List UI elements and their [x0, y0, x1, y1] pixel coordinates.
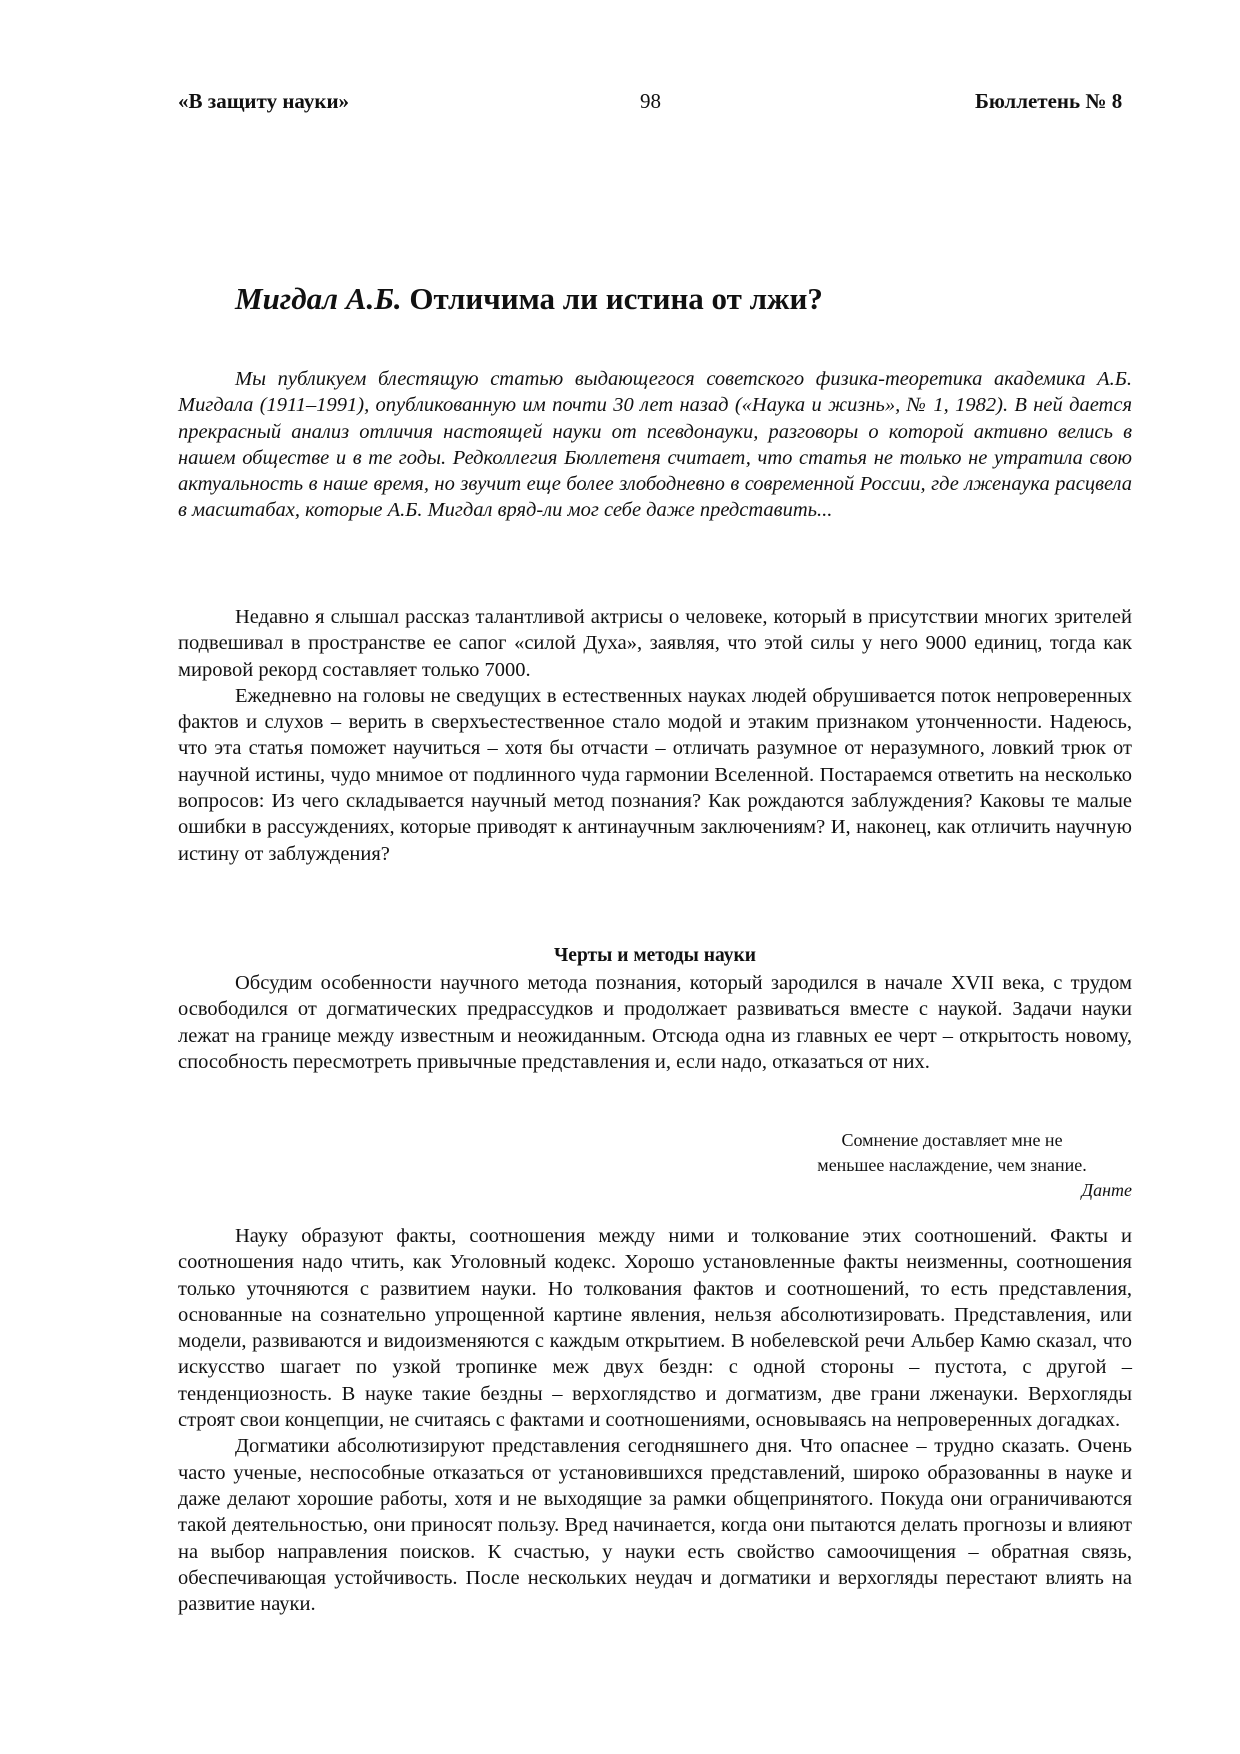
intro-paragraph: Мы публикуем блестящую статью выдающегося советского физика-теоретика академика А.Б. Мигдала (1911–1991), опубликованную им почти 30 лет назад («Наука и жизнь», № 1, 1982). В ней дается прекрасный анализ отличия настоящей науки от псевдонауки, разговоры о которой активно велись в нашем обществе и в те годы. Редколлегия Бюллетеня считает, что статья не только не утратила свою актуальность в наше время, но звучит еще более злободневно в современной России, где лженаука расцвела в масштабах, которые А.Б. Мигдал вряд-ли мог себе даже представить...	[178, 368, 1132, 522]
paragraph: Недавно я слышал рассказ талантливой актрисы о человеке, который в присутствии многих зрителей подвешивал в пространстве ее сапог «силой Духа», заявляя, что этой силы у него 9000 единиц, тогда как мировой рекорд составляет только 7000.	[178, 606, 1132, 681]
epigraph-attribution: Данте	[1081, 1180, 1132, 1200]
epigraph-line: Сомнение доставляет мне не	[841, 1130, 1063, 1150]
paragraph: Обсудим особенности научного метода познания, который зародился в начале XVII века, с трудом освободился от догматических предрассудков и продолжает развиваться вместе с наукой. Задачи науки лежат на границе между известным и неожиданным. Отсюда одна из главных ее черт – открытость новому, способность пересмотреть привычные представления и, если надо, отказаться от них.	[178, 972, 1132, 1073]
running-header-left: «В защиту науки»	[178, 89, 350, 113]
epigraph	[772, 1128, 1132, 1203]
section-heading: Черты и методы науки	[554, 945, 756, 966]
section-features	[178, 970, 1132, 1075]
section-body	[178, 1223, 1132, 1617]
paragraph: Догматики абсолютизируют представления сегодняшнего дня. Что опаснее – трудно сказать. Очень часто ученые, неспособные отказаться от установившихся представлений, широко образованны в науке и даже делают хорошие работы, хотя и не выходящие за рамки общепринятого. Покуда они ограничиваются такой деятельностью, они приносят пользу. Вред начинается, когда они пытаются делать прогнозы и влияют на выбор направления поисков. К счастью, у науки есть свойство самоочищения – обратная связь, обеспечивающая устойчивость. После нескольких неудач и догматики и верхогляды перестают влиять на развитие науки.	[178, 1435, 1132, 1616]
epigraph-line: меньшее наслаждение, чем знание.	[817, 1155, 1087, 1175]
article-name: Отличима ли истина от лжи?	[409, 281, 823, 316]
paragraph: Науку образуют факты, соотношения между ними и толкование этих соотношений. Факты и соотношения надо чтить, как Уголовный кодекс. Хорошо установленные факты неизменны, соотношения только уточняются с развитием науки. Но толкования фактов и соотношений, то есть представления, основанные на сознательно упрощенной картине явления, нельзя абсолютизировать. Представления, или модели, развиваются и видоизменяются с каждым открытием. В нобелевской речи Альбер Камю сказал, что искусство шагает по узкой тропинке меж двух бездн: с одной стороны – пустота, с другой – тенденциозность. В науке такие бездны – верхоглядство и догматизм, две грани лженауки. Верхогляды строят свои концепции, не считаясь с фактами и соотношениями, основываясь на непроверенных догадках.	[178, 1225, 1132, 1432]
running-header-right: Бюллетень № 8	[975, 89, 1123, 113]
article-author: Мигдал А.Б.	[235, 281, 402, 316]
article-title	[235, 280, 823, 318]
page-number: 98	[640, 89, 661, 113]
section-opening	[178, 604, 1132, 867]
editorial-intro	[178, 366, 1132, 524]
paragraph: Ежедневно на головы не сведущих в естественных науках людей обрушивается поток непроверенных фактов и слухов – верить в сверхъестественное стало модой и этаким признаком утонченности. Надеюсь, что эта статья поможет научиться – хотя бы отчасти – отличать разумное от неразумного, ловкий трюк от научной истины, чудо мнимое от подлинного чуда гармонии Вселенной. Постараемся ответить на несколько вопросов: Из чего складывается научный метод познания? Как рождаются заблуждения? Каковы те малые ошибки в рассуждениях, которые приводят к антинаучным заключениям? И, наконец, как отличить научную истину от заблуждения?	[178, 684, 1132, 865]
